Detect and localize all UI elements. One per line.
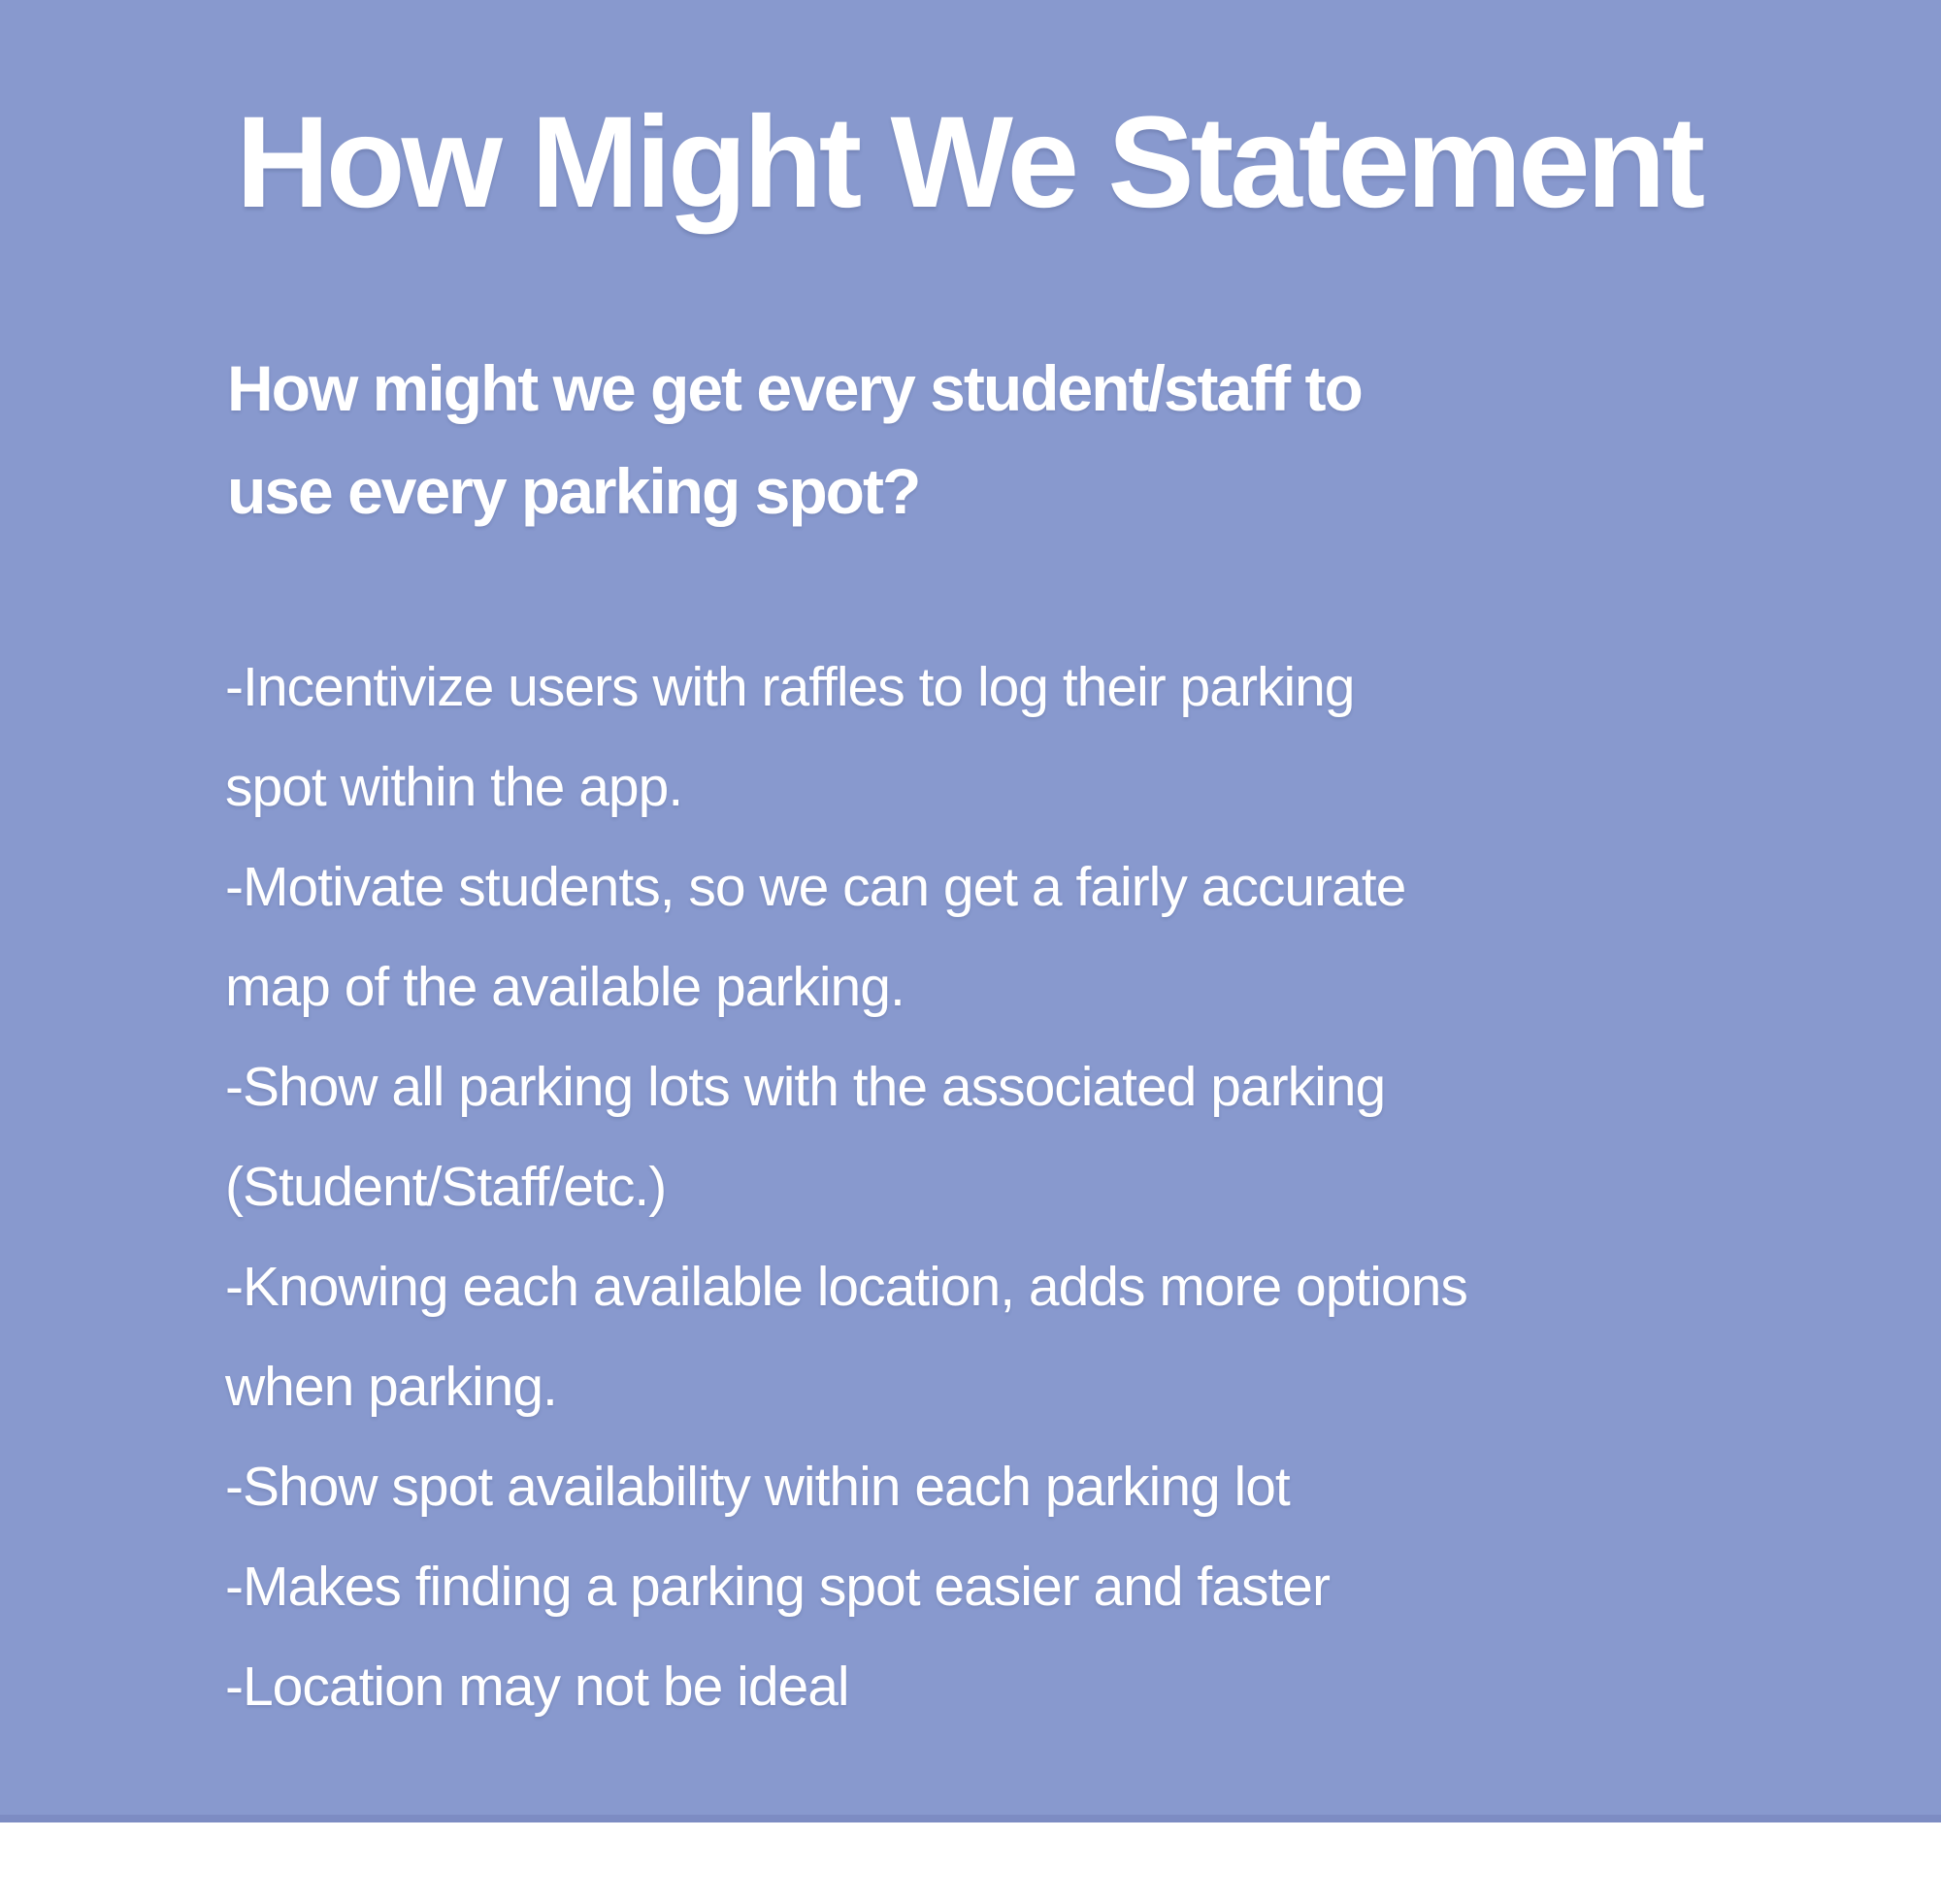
note-line: (Student/Staff/etc.) <box>225 1155 667 1218</box>
statement-line: use every parking spot? <box>227 454 920 527</box>
note-line: when parking. <box>225 1355 557 1418</box>
bottom-white-strip <box>0 1822 1941 1896</box>
note-line: -Show spot availability within each parking lot <box>225 1455 1290 1518</box>
note-line: -Location may not be ideal <box>225 1655 849 1718</box>
statement-line: How might we get every student/staff to <box>227 351 1362 424</box>
page-title: How Might We Statement <box>236 90 1702 235</box>
hmw-statement <box>227 337 1941 542</box>
note-line: -Makes finding a parking spot easier and faster <box>225 1555 1330 1618</box>
note-line: spot within the app. <box>225 755 683 818</box>
note-line: -Motivate students, so we can get a fairly accurate <box>225 855 1406 918</box>
note-line: -Incentivize users with raffles to log their parking <box>225 655 1355 718</box>
notes-list <box>225 638 1941 1737</box>
note-line: map of the available parking. <box>225 955 905 1018</box>
note-line: -Show all parking lots with the associated parking <box>225 1055 1386 1118</box>
note-line: -Knowing each available location, adds more options <box>225 1255 1467 1318</box>
